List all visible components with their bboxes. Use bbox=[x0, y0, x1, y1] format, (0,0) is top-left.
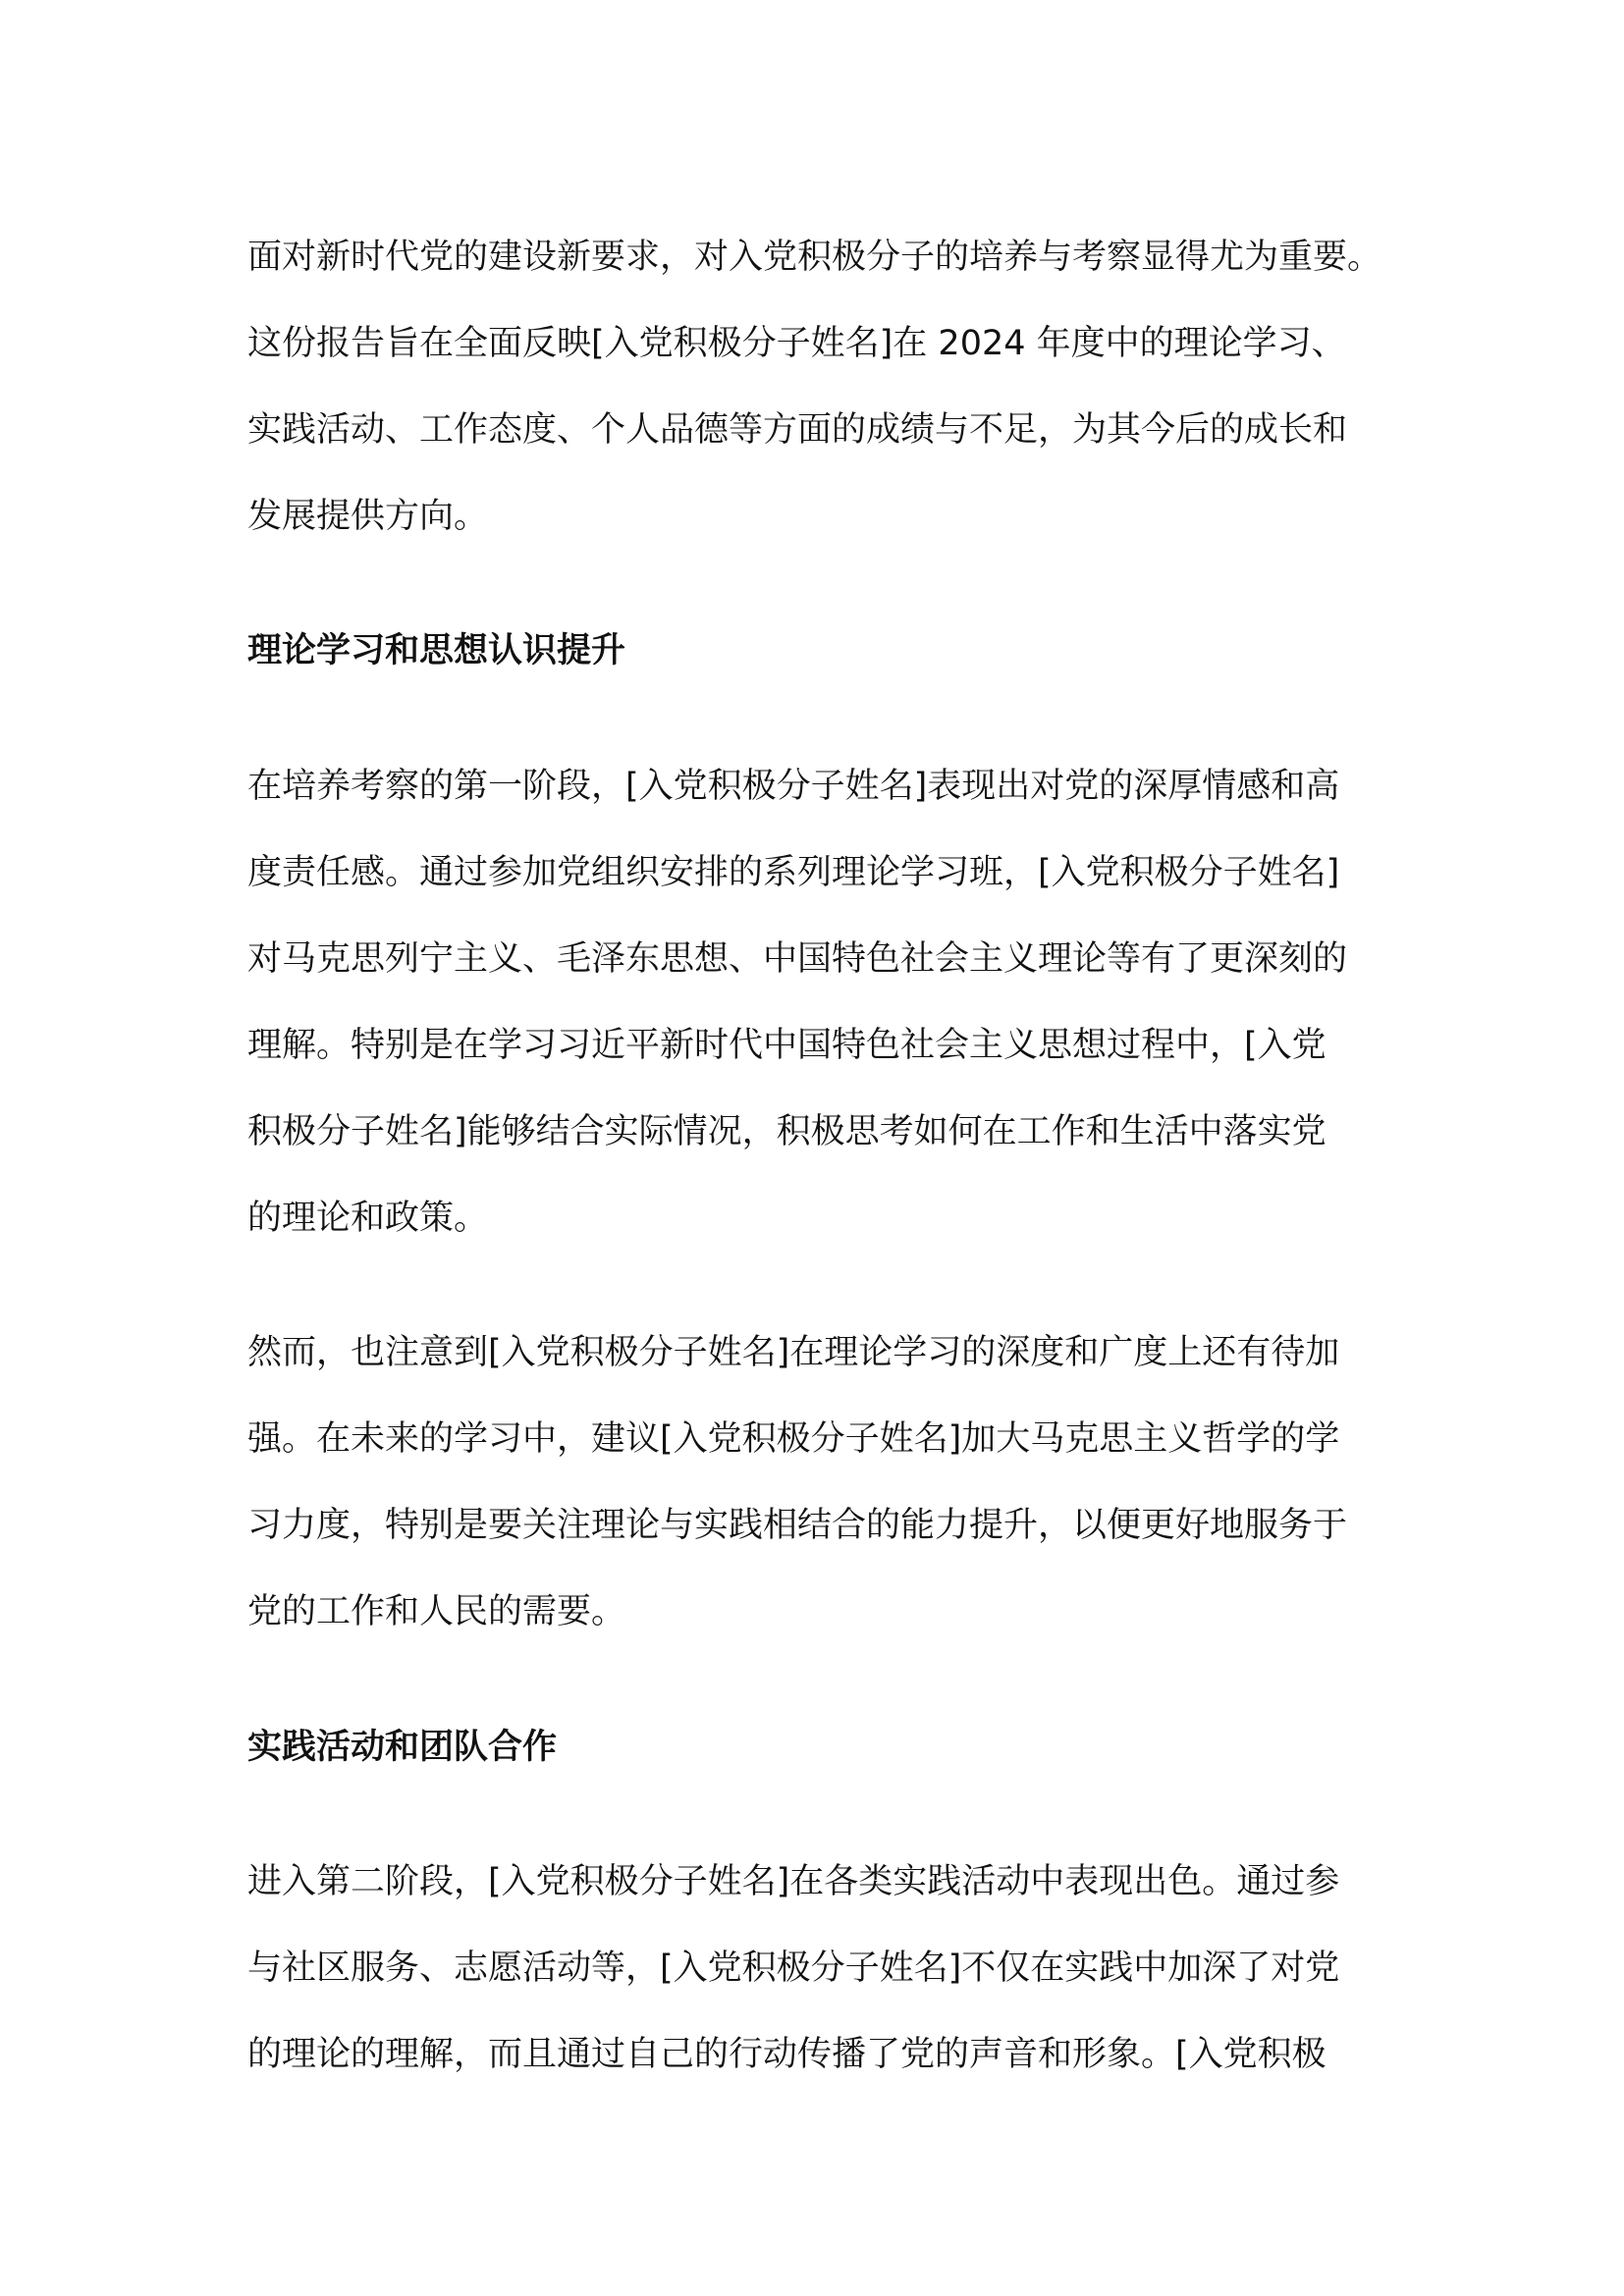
section1-para1-line-2: 度责任感。通过参加党组织安排的系列理论学习班，[入党积极分子姓名] bbox=[247, 853, 1340, 892]
section2-para1-line-2: 与社区服务、志愿活动等，[入党积极分子姓名]不仅在实践中加深了对党 bbox=[247, 1949, 1340, 1988]
section1-para1-line-4: 理解。特别是在学习习近平新时代中国特色社会主义思想过程中，[入党 bbox=[247, 1026, 1326, 1065]
section1-para2-line-4: 党的工作和人民的需要。 bbox=[247, 1592, 626, 1631]
section1-para2-line-1: 然而，也注意到[入党积极分子姓名]在理论学习的深度和广度上还有待加 bbox=[247, 1333, 1340, 1372]
intro-line-1: 面对新时代党的建设新要求，对入党积极分子的培养与考察显得尤为重要。 bbox=[247, 238, 1382, 277]
section-heading-practice: 实践活动和团队合作 bbox=[247, 1728, 558, 1767]
intro-line-3: 实践活动、工作态度、个人品德等方面的成绩与不足，为其今后的成长和 bbox=[247, 410, 1348, 450]
section1-para2-line-2: 强。在未来的学习中，建议[入党积极分子姓名]加大马克思主义哲学的学 bbox=[247, 1419, 1340, 1459]
section1-para1-line-5: 积极分子姓名]能够结合实际情况，积极思考如何在工作和生活中落实党 bbox=[247, 1112, 1326, 1151]
section2-para1-line-3: 的理论的理解，而且通过自己的行动传播了党的声音和形象。[入党积极 bbox=[247, 2035, 1326, 2074]
section-heading-theory: 理论学习和思想认识提升 bbox=[247, 631, 626, 670]
intro-line-4: 发展提供方向。 bbox=[247, 497, 489, 536]
intro-line-2: 这份报告旨在全面反映[入党积极分子姓名]在 2024 年度中的理论学习、 bbox=[247, 324, 1346, 363]
section1-para1-line-6: 的理论和政策。 bbox=[247, 1199, 489, 1238]
section1-para2-line-3: 习力度，特别是要关注理论与实践相结合的能力提升，以便更好地服务于 bbox=[247, 1506, 1348, 1545]
section1-para1-line-1: 在培养考察的第一阶段，[入党积极分子姓名]表现出对党的深厚情感和高 bbox=[247, 767, 1340, 806]
section1-para1-line-3: 对马克思列宁主义、毛泽东思想、中国特色社会主义理论等有了更深刻的 bbox=[247, 939, 1348, 979]
section2-para1-line-1: 进入第二阶段，[入党积极分子姓名]在各类实践活动中表现出色。通过参 bbox=[247, 1862, 1340, 1901]
